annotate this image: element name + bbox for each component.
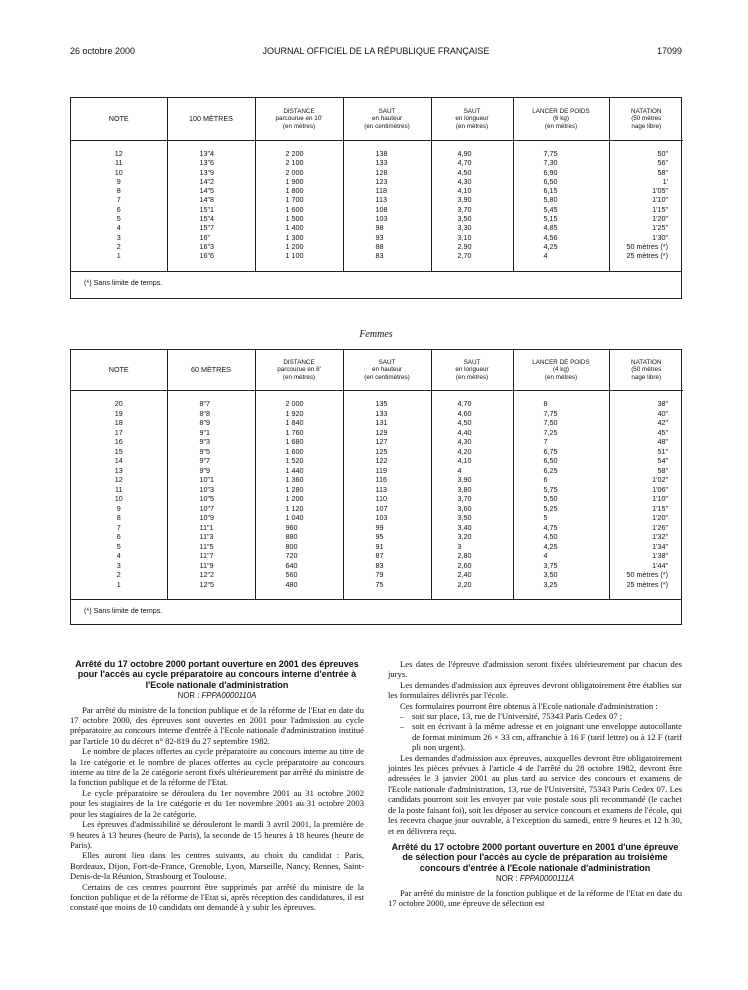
table-cell: 1'06" xyxy=(652,484,668,494)
table-cell: 83 xyxy=(343,252,431,270)
column-header: DISTANCE parcourue en 8' (en mètres) xyxy=(255,350,343,391)
right-column xyxy=(388,659,682,908)
table-cell: 1 400 xyxy=(255,224,343,233)
table-cell: 4,25 xyxy=(513,543,609,553)
table-cell: 1'20" xyxy=(652,513,668,522)
table-cell: 1'02" xyxy=(652,475,668,484)
column-header: SAUT en longueur (en mètres) xyxy=(431,350,513,391)
table-cell: 720 xyxy=(255,552,343,562)
table-cell: 13"9 xyxy=(167,169,255,178)
table-cell: 3,75 xyxy=(513,562,609,572)
table-cell: 103 xyxy=(343,514,431,524)
table-cell: 7,75 xyxy=(513,410,609,420)
decree-title-2: Arrêté du 17 octobre 2000 portant ouverture en 2001 d'une épreuve de sélection pour l'accès au cycle de préparation au troisième concours d'entrée à l'Ecole nationale d'administration xyxy=(391,841,679,873)
paragraph: Les demandes d'admission aux épreuves, auxquelles devront être obligatoirement jointes les pièces prévues à l'article 4 de l'arrêté du 28 octobre 1982, devront être adressées le 3 janvier 2001 au plus tard au service des concours et examens de l'Ecole nationale d'administration, 13, rue de l'Université, 75343 Paris Cedex 07. Les candidats pourront soit les envoyer par voie postale sous pli recommandé (le cachet de la poste faisant foi), soit les déposer au service concours et examens de l'école, qui les recevra chaque jour ouvrable, à l'exception du samedi, entre 9 heures et 12 h 30, et en délivrera reçu. xyxy=(388,752,682,836)
decree-body-continued xyxy=(388,659,682,711)
table-cell: 4,60 xyxy=(431,410,513,420)
table-cell: 2 000 xyxy=(255,391,343,410)
table-cell: 8 xyxy=(513,391,609,410)
table-cell: 11 xyxy=(71,486,167,496)
paragraph: Les épreuves d'admissibilité se dérouleront le mardi 3 avril 2001, la première de 9 heures à 13 heures (heure de Paris), la seconde de 15 heures à 18 heures (heure de Paris). xyxy=(70,819,364,850)
table-cell: 2,40 xyxy=(431,571,513,581)
table-cell: 16"3 xyxy=(167,243,255,252)
table-cell: 7,25 xyxy=(513,429,609,439)
table-cell: 10"7 xyxy=(167,505,255,515)
table-cell: 5 xyxy=(71,543,167,553)
table-cell: 10 xyxy=(71,495,167,505)
table-cell: 16" xyxy=(167,234,255,243)
table-cell: 91 xyxy=(343,543,431,553)
table-cell: 8 xyxy=(71,187,167,196)
table-cell: 9 xyxy=(71,505,167,515)
table-cell: 1 200 xyxy=(255,495,343,505)
table-cell: 4,20 xyxy=(431,448,513,458)
table-cell: 8 xyxy=(71,514,167,524)
table-cell: 10"9 xyxy=(167,514,255,524)
table-cell: 123 xyxy=(343,178,431,187)
table-cell: 3,70 xyxy=(431,495,513,505)
column-header: LANCER DE POIDS (6 kg) (en mètres) xyxy=(513,98,609,141)
table-cell: 4,85 xyxy=(513,224,609,233)
table-cell: 110 xyxy=(343,495,431,505)
grading-table-women xyxy=(70,349,682,625)
table-cell: 3,30 xyxy=(431,224,513,233)
column-header: SAUT en hauteur (en centimètres) xyxy=(343,350,431,391)
table-cell: 3,80 xyxy=(431,486,513,496)
table-cell: 7 xyxy=(513,438,609,448)
table-cell: 129 xyxy=(343,429,431,439)
table-cell: 4 xyxy=(431,467,513,477)
table-cell: 56" xyxy=(657,158,668,168)
table-cell: 4,75 xyxy=(513,524,609,534)
table-cell: 15 xyxy=(71,448,167,458)
table-cell: 1 900 xyxy=(255,178,343,187)
table-cell: 25 mètres (*) xyxy=(626,251,668,261)
table-cell: 2,20 xyxy=(431,581,513,600)
table-cell: 15"1 xyxy=(167,206,255,215)
table-cell: 1 760 xyxy=(255,429,343,439)
column-header: 60 MÈTRES xyxy=(167,350,255,391)
table-footnote: (*) Sans limite de temps. xyxy=(71,599,681,624)
header-date: 26 octobre 2000 xyxy=(70,46,136,56)
table-cell: 1 100 xyxy=(255,252,343,270)
list-item: – soit en écrivant à la même adresse et en joignant une enveloppe autocollante de format minimum 26 × 33 cm, affranchie à 16 F (tarif lettre) ou à 12 F (tarif pli non urgent). xyxy=(400,721,682,752)
table-cell: 4,90 xyxy=(431,141,513,160)
table-cell: 1'10" xyxy=(652,494,668,503)
table-cell: 4,50 xyxy=(513,533,609,543)
table-cell: 15"4 xyxy=(167,215,255,224)
table-cell: 14"8 xyxy=(167,196,255,205)
table-cell: 960 xyxy=(255,524,343,534)
table-cell: 11"5 xyxy=(167,543,255,553)
table-cell: 11 xyxy=(71,159,167,168)
table-cell: 93 xyxy=(343,234,431,243)
table-cell: 13 xyxy=(71,467,167,477)
column-header: 100 MÈTRES xyxy=(167,98,255,141)
table-cell: 11"1 xyxy=(167,524,255,534)
grading-table-men xyxy=(70,97,682,299)
table-cell: 3,50 xyxy=(431,215,513,224)
table-cell: 116 xyxy=(343,476,431,486)
table-cell: 16"6 xyxy=(167,252,255,270)
table-cell: 20 xyxy=(71,391,167,410)
table-cell: 1 600 xyxy=(255,206,343,215)
table-cell: 1'32" xyxy=(652,532,668,541)
table-cell: 1 600 xyxy=(255,448,343,458)
table-cell: 127 xyxy=(343,438,431,448)
table-cell: 1 360 xyxy=(255,476,343,486)
table-cell: 88 xyxy=(343,243,431,252)
table-cell: 6,75 xyxy=(513,448,609,458)
decree-body xyxy=(70,705,364,913)
table-cell: 95 xyxy=(343,533,431,543)
table-cell: 12 xyxy=(71,141,167,160)
table-cell: 1 500 xyxy=(255,215,343,224)
table-cell: 18 xyxy=(71,419,167,429)
table-row xyxy=(71,581,683,600)
table-cell: 3,25 xyxy=(513,581,609,600)
table-footnote: (*) Sans limite de temps. xyxy=(71,271,681,298)
table-cell: 4 xyxy=(513,252,609,270)
paragraph: Par arrêté du ministre de la fonction publique et de la réforme de l'Etat en date du 17 octobre 2000, des épreuves sont ouvertes en 2001 pour l'admission au cycle préparatoire au concours interne d'entrée à l'Ecole nationale d'administration institué par l'article 10 du décret n° 82-819 du 27 septembre 1982. xyxy=(70,704,364,746)
table-cell: 3,60 xyxy=(431,505,513,515)
table-row xyxy=(71,141,683,160)
table-cell: 12 xyxy=(71,476,167,486)
table-cell: 10"5 xyxy=(167,495,255,505)
header-row xyxy=(71,98,683,141)
table-cell: 4,70 xyxy=(431,159,513,168)
decree-body-admission xyxy=(388,753,682,836)
table-cell: 8"7 xyxy=(167,391,255,410)
table-cell: 133 xyxy=(343,159,431,168)
table-cell: 108 xyxy=(343,206,431,215)
table-cell: 3,10 xyxy=(431,234,513,243)
table-cell: 119 xyxy=(343,467,431,477)
paragraph: Certains de ces centres pourront être supprimés par arrêté du ministre de la fonction publique et de la réforme de l'Etat si, après réception des candidatures, il est constaté que moins de 10 candidats ont demandé à y subir les épreuves. xyxy=(70,881,364,913)
table-cell: 38" xyxy=(657,399,668,408)
table-cell: 4,50 xyxy=(431,419,513,429)
table-cell: 4 xyxy=(71,552,167,562)
column-header: NOTE xyxy=(71,98,167,141)
table-cell: 1'10" xyxy=(652,195,668,205)
decree-title: Arrêté du 17 octobre 2000 portant ouverture en 2001 des épreuves pour l'accès au cycle préparatoire au concours interne d'entrée à l'Ecole nationale d'administration xyxy=(75,659,359,690)
table-cell: 40" xyxy=(657,408,668,418)
table-cell: 87 xyxy=(343,552,431,562)
table-cell: 13"6 xyxy=(167,159,255,168)
table-cell: 800 xyxy=(255,543,343,553)
table-cell: 1'44" xyxy=(652,560,668,570)
table-cell: 1 280 xyxy=(255,486,343,496)
header-row xyxy=(71,350,683,391)
table-cell: 79 xyxy=(343,571,431,581)
table-cell: 2,70 xyxy=(431,252,513,270)
table-cell: 98 xyxy=(343,224,431,233)
list-item: – soit sur place, 13, rue de l'Université, 75343 Paris Cedex 07 ; xyxy=(400,711,682,721)
table-cell: 1 920 xyxy=(255,410,343,420)
table-cell: 1 xyxy=(71,252,167,270)
decree-nor-2: NOR : FPPA0000111A xyxy=(495,874,575,884)
table-cell: 3,50 xyxy=(431,514,513,524)
table-cell: 58" xyxy=(657,167,668,177)
table-cell: 75 xyxy=(343,581,431,600)
table-cell: 103 xyxy=(343,215,431,224)
table-cell: 2 xyxy=(71,243,167,252)
column-header: SAUT en hauteur (en centimètres) xyxy=(343,98,431,141)
left-column xyxy=(70,659,364,913)
table-cell: 122 xyxy=(343,457,431,467)
paragraph: Elles auront lieu dans les centres suivants, au choix du candidat : Paris, Bordeaux, Dijon, Fort-de-France, Grenoble, Lyon, Marseille, Nancy, Rennes, Saint-Denis-de-la Réunion, Strasbourg et Toulouse. xyxy=(70,850,364,882)
table-cell: 560 xyxy=(255,571,343,581)
table-cell: 9"3 xyxy=(167,438,255,448)
table-cell: 1'20" xyxy=(652,214,668,224)
table-cell: 2,60 xyxy=(431,562,513,572)
table-cell: 50 mètres (*) xyxy=(626,241,668,251)
table-cell: 131 xyxy=(343,419,431,429)
table-cell: 113 xyxy=(343,196,431,205)
table-cell: 50" xyxy=(657,149,668,158)
table-cell: 50 mètres (*) xyxy=(626,570,668,579)
header-journal-title: JOURNAL OFFICIEL DE LA RÉPUBLIQUE FRANÇAISE xyxy=(262,46,490,56)
table-cell: 4,25 xyxy=(513,243,609,252)
table-cell: 128 xyxy=(343,169,431,178)
table-cell: 3 xyxy=(431,543,513,553)
grade-table xyxy=(71,350,683,599)
paragraph: Les dates de l'épreuve d'admission seront fixées ultérieurement par chacun des jurys. xyxy=(388,659,682,680)
table-cell: 113 xyxy=(343,486,431,496)
table-cell: 2 200 xyxy=(255,141,343,160)
table-cell: 5,25 xyxy=(513,505,609,515)
table-cell: 1 040 xyxy=(255,514,343,524)
table-cell: 2 xyxy=(71,571,167,581)
table-cell: 7 xyxy=(71,196,167,205)
column-header: NATATION (50 mètres nage libre) xyxy=(609,350,683,391)
table-cell: 1'25" xyxy=(652,223,668,233)
table-cell: 3,20 xyxy=(431,533,513,543)
table-cell: 42" xyxy=(657,418,668,427)
table-cell: 1 440 xyxy=(255,467,343,477)
table-cell: 3,90 xyxy=(431,196,513,205)
table-cell: 9"1 xyxy=(167,429,255,439)
table-cell: 58" xyxy=(657,465,668,475)
table-cell: 99 xyxy=(343,524,431,534)
table-cell: 6,25 xyxy=(513,467,609,477)
paragraph: Les demandes d'admission aux épreuves devront obligatoirement être établies sur les formulaires délivrés par l'école. xyxy=(388,679,682,701)
table-cell: 3,90 xyxy=(431,476,513,486)
table-cell: 5 xyxy=(71,215,167,224)
table-cell: 3,40 xyxy=(431,524,513,534)
table-cell: 83 xyxy=(343,562,431,572)
table-cell: 14"5 xyxy=(167,187,255,196)
table-cell: 7,30 xyxy=(513,159,609,168)
table-cell: 880 xyxy=(255,533,343,543)
table-cell: 7 xyxy=(71,524,167,534)
table-cell: 6 xyxy=(513,476,609,486)
address-list xyxy=(388,711,682,753)
table-cell: 14 xyxy=(71,457,167,467)
table-cell: 10"1 xyxy=(167,476,255,486)
grade-table xyxy=(71,98,683,271)
table-cell: 6 xyxy=(71,533,167,543)
decree-nor: NOR : FPPA0000110A xyxy=(177,691,257,701)
table-cell: 10 xyxy=(71,169,167,178)
table-cell: 138 xyxy=(343,141,431,160)
table-cell: 5,75 xyxy=(513,486,609,496)
table-cell: 14"2 xyxy=(167,178,255,187)
table-cell: 4,10 xyxy=(431,187,513,196)
table-cell: 1'15" xyxy=(652,503,668,513)
table-cell: 107 xyxy=(343,505,431,515)
table-row xyxy=(71,252,683,270)
table-cell: 12"2 xyxy=(167,571,255,581)
table-cell: 3,50 xyxy=(513,571,609,581)
table-cell: 5 xyxy=(513,514,609,524)
table-cell: 3,70 xyxy=(431,206,513,215)
table-cell: 17 xyxy=(71,429,167,439)
table-cell: 5,15 xyxy=(513,215,609,224)
table-cell: 9"7 xyxy=(167,457,255,467)
table-cell: 12"5 xyxy=(167,581,255,600)
table-cell: 7,75 xyxy=(513,141,609,160)
table-cell: 54" xyxy=(657,456,668,465)
table-cell: 1 120 xyxy=(255,505,343,515)
decree-2-paragraph: Par arrêté du ministre de la fonction publique et de la réforme de l'Etat en date du 17 octobre 2000, une épreuve de sélection est xyxy=(388,887,682,908)
column-header: NATATION (50 mètres nage libre) xyxy=(609,98,683,141)
table-cell: 11"9 xyxy=(167,562,255,572)
table-cell: 48" xyxy=(657,437,668,446)
table-cell: 11"3 xyxy=(167,533,255,543)
table-cell: 2 000 xyxy=(255,169,343,178)
table-cell: 4,50 xyxy=(431,169,513,178)
table-cell: 2,90 xyxy=(431,243,513,252)
column-header: NOTE xyxy=(71,350,167,391)
table-cell: 15"7 xyxy=(167,224,255,233)
table-cell: 3 xyxy=(71,234,167,243)
table-cell: 1' xyxy=(662,176,668,186)
table-cell: 135 xyxy=(343,391,431,410)
table-cell: 1 200 xyxy=(255,243,343,252)
table-cell: 5,50 xyxy=(513,495,609,505)
table-cell: 11"7 xyxy=(167,552,255,562)
table-cell: 1'30" xyxy=(652,232,668,242)
table-cell: 25 mètres (*) xyxy=(626,579,668,589)
paragraph: Le nombre de places offertes au cycle préparatoire au concours interne au titre de la 1re catégorie et le nombre de places offertes au cycle préparatoire au concours interne au titre de la 2e catégorie seront fixés ultérieurement par arrêté du ministre de la fonction publique et de la réforme de l'Etat. xyxy=(70,746,364,788)
table-cell: 7,50 xyxy=(513,419,609,429)
table-cell: 16 xyxy=(71,438,167,448)
table-cell: 1'26" xyxy=(652,522,668,532)
table-cell: 1 680 xyxy=(255,438,343,448)
table-cell: 8"9 xyxy=(167,419,255,429)
table-cell: 9 xyxy=(71,178,167,187)
table-cell: 6,50 xyxy=(513,178,609,187)
column-header: SAUT en longueur (en mètres) xyxy=(431,98,513,141)
table-cell: 5,80 xyxy=(513,196,609,205)
table-cell: 6,15 xyxy=(513,187,609,196)
table-caption-femmes: Femmes xyxy=(359,329,393,340)
table-cell: 5,45 xyxy=(513,206,609,215)
table-cell: 1'15" xyxy=(652,204,668,214)
table-cell: 480 xyxy=(255,581,343,600)
table-cell: 6,90 xyxy=(513,169,609,178)
table-cell: 125 xyxy=(343,448,431,458)
table-cell: 1 xyxy=(71,581,167,600)
table-cell: 4,30 xyxy=(431,178,513,187)
table-cell: 1 520 xyxy=(255,457,343,467)
table-cell: 19 xyxy=(71,410,167,420)
table-cell: 10"3 xyxy=(167,486,255,496)
paragraph: Le cycle préparatoire se déroulera du 1er novembre 2001 au 31 octobre 2002 pour les stagiaires de la 1re catégorie et du 1er novembre 2001 au 31 octobre 2003 pour les stagiaires de la 2e catégorie. xyxy=(70,787,364,819)
header-page-number: 17099 xyxy=(656,46,682,56)
table-cell: 4 xyxy=(71,224,167,233)
table-cell: 6 xyxy=(71,206,167,215)
table-cell: 1 800 xyxy=(255,187,343,196)
table-cell: 133 xyxy=(343,410,431,420)
table-cell: 45" xyxy=(657,427,668,437)
table-cell: 4,56 xyxy=(513,234,609,243)
table-cell: 118 xyxy=(343,187,431,196)
table-row xyxy=(71,391,683,410)
table-cell: 640 xyxy=(255,562,343,572)
table-cell: 4,70 xyxy=(431,391,513,410)
table-cell: 9"5 xyxy=(167,448,255,458)
table-cell: 1'38" xyxy=(652,551,668,560)
table-cell: 1 840 xyxy=(255,419,343,429)
table-cell: 2 100 xyxy=(255,159,343,168)
table-cell: 4 xyxy=(513,552,609,562)
column-header: DISTANCE parcourue en 10' (en mètres) xyxy=(255,98,343,141)
paragraph: Ces formulaires pourront être obtenus à l'Ecole nationale d'administration : xyxy=(400,700,658,711)
table-cell: 9"9 xyxy=(167,467,255,477)
table-cell: 4,10 xyxy=(431,457,513,467)
table-cell: 4,30 xyxy=(431,438,513,448)
table-cell: 51" xyxy=(657,446,668,456)
table-cell: 1 700 xyxy=(255,196,343,205)
column-header: LANCER DE POIDS (4 kg) (en mètres) xyxy=(513,350,609,391)
table-cell: 8"8 xyxy=(167,410,255,420)
page-header xyxy=(70,46,682,60)
table-cell: 6,50 xyxy=(513,457,609,467)
table-cell: 13"4 xyxy=(167,141,255,160)
table-cell: 2,80 xyxy=(431,552,513,562)
table-cell: 1'05" xyxy=(652,186,668,196)
table-cell: 1 300 xyxy=(255,234,343,243)
table-cell: 1'34" xyxy=(652,541,668,551)
table-cell: 3 xyxy=(71,562,167,572)
table-cell: 4,40 xyxy=(431,429,513,439)
